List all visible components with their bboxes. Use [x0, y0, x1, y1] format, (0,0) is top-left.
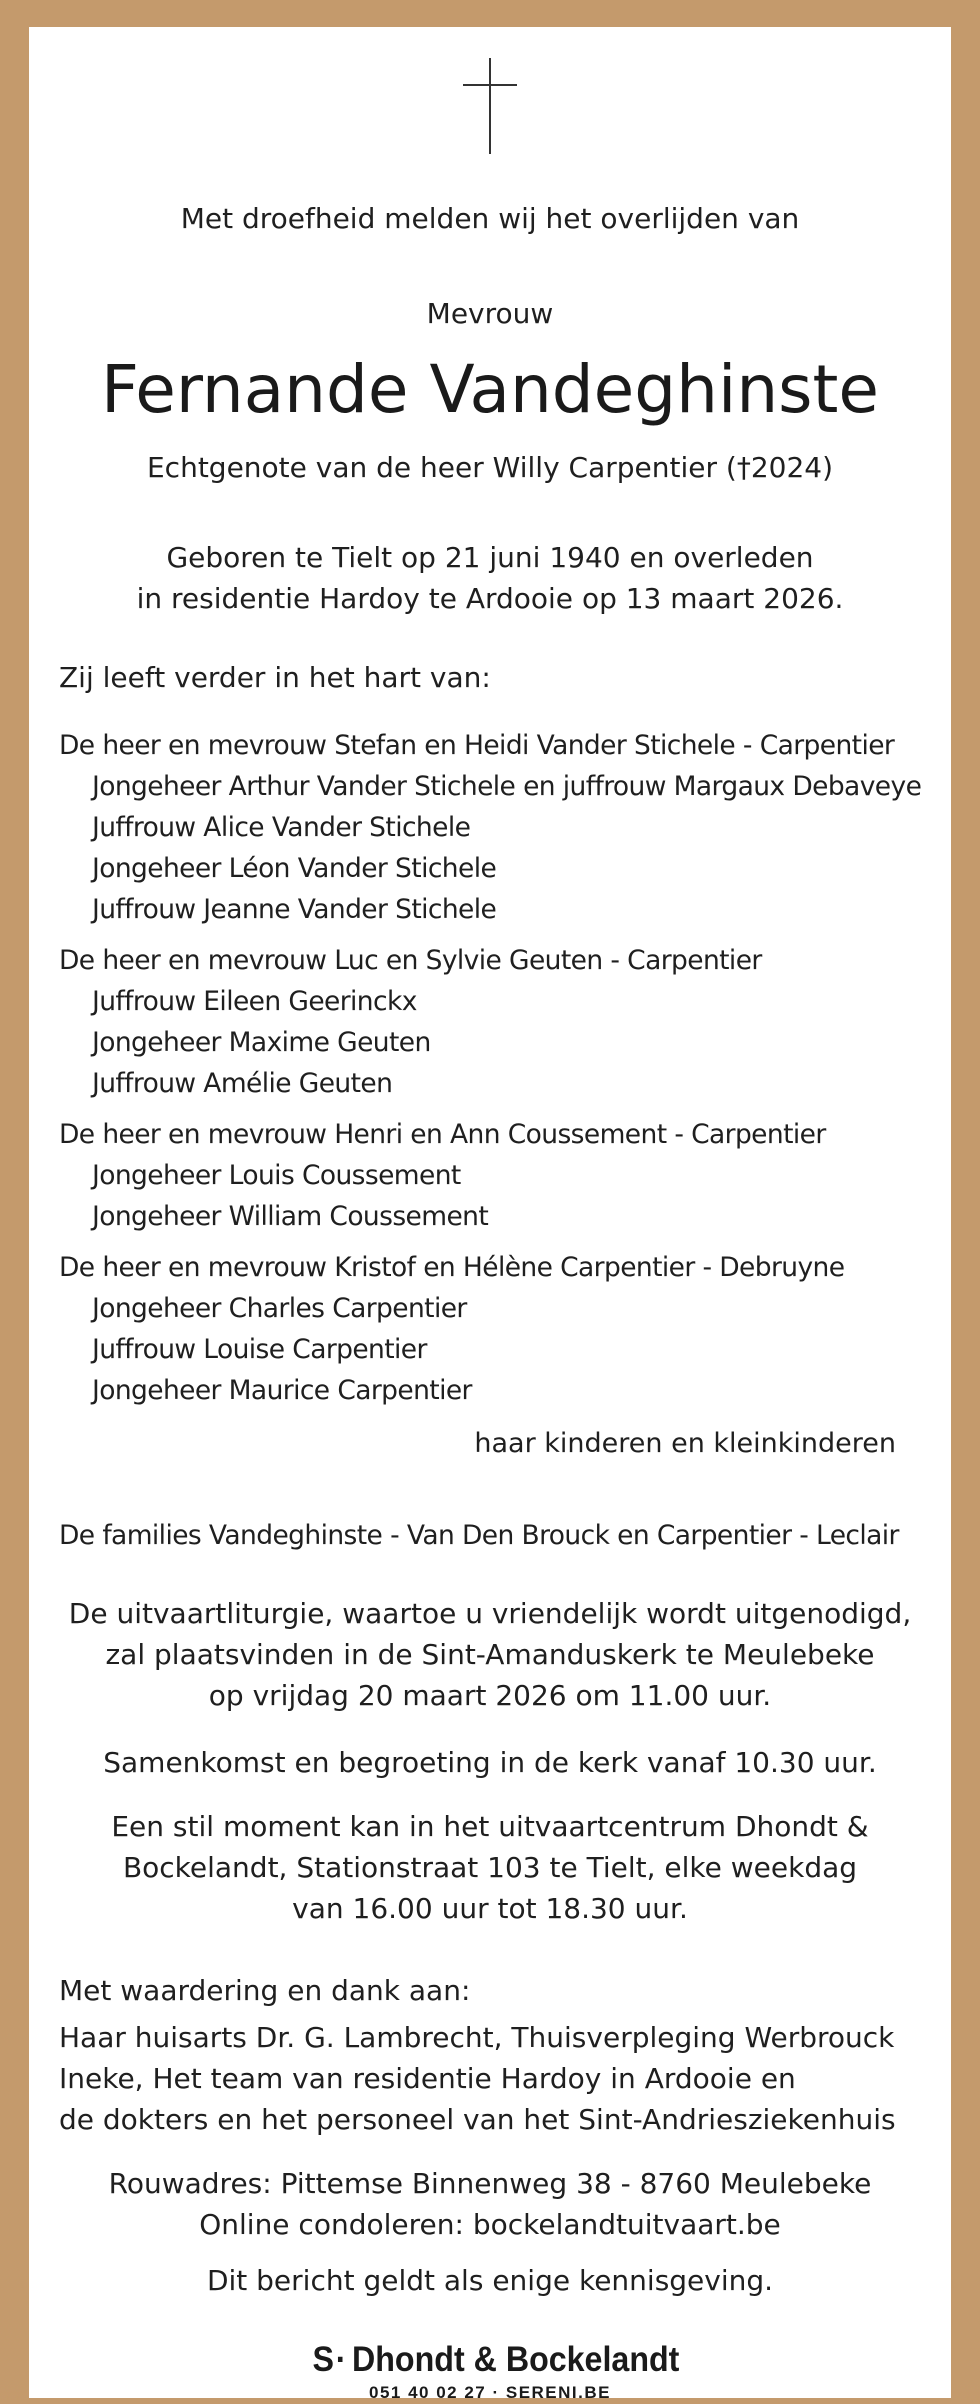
- logo-name: Dhondt & Bockelandt: [352, 2340, 680, 2379]
- birth-death-info: [29, 537, 951, 619]
- family-member: Jongeheer Léon Vander Stichele: [92, 853, 497, 884]
- family-member: Jongeheer Maxime Geuten: [92, 1027, 431, 1058]
- family-member: Jongeheer Arthur Vander Stichele en juffrouw Margaux Debaveye: [92, 771, 922, 802]
- family-member: Jongeheer Maurice Carpentier: [92, 1375, 472, 1406]
- family-member: Jongeheer Louis Coussement: [92, 1160, 461, 1191]
- thanks-heading: Met waardering en dank aan:: [59, 1974, 471, 2007]
- address-info: [29, 2163, 951, 2245]
- family-member: Jongeheer William Coussement: [92, 1201, 489, 1232]
- online-condolence: Online condoleren: bockelandtuitvaart.be: [199, 2208, 781, 2241]
- thanks-line: de dokters en het personeel van het Sint-Andriesziekenhuis: [59, 2103, 896, 2136]
- funeral-line: op vrijdag 20 maart 2026 om 11.00 uur.: [208, 1679, 772, 1712]
- obituary-card: [29, 27, 951, 2402]
- family-member: Juffrouw Eileen Geerinckx: [92, 986, 417, 1017]
- logo-s: S: [312, 2340, 334, 2379]
- mourning-address: Rouwadres: Pittemse Binnenweg 38 - 8760 Meulebeke: [108, 2167, 872, 2200]
- family-list: [59, 725, 939, 1411]
- funeral-line: De uitvaartliturgie, waartoe u vriendelijk wordt uitgenodigd,: [68, 1597, 912, 1630]
- thanks-text: [59, 2017, 896, 2140]
- deceased-name: Fernande Vandeghinste: [100, 351, 880, 428]
- died-line: in residentie Hardoy te Ardooie op 13 maart 2026.: [136, 582, 844, 615]
- family-member: Juffrouw Jeanne Vander Stichele: [92, 894, 497, 925]
- moment-line: Bockelandt, Stationstraat 103 te Tielt, elke weekdag: [122, 1851, 858, 1884]
- family-head: De heer en mevrouw Stefan en Heidi Vander Stichele - Carpentier: [59, 730, 895, 761]
- funeral-home-logo: [297, 2338, 683, 2402]
- funeral-info: [29, 1593, 951, 1716]
- honorific: Mevrouw: [426, 297, 554, 330]
- family-member: Juffrouw Louise Carpentier: [92, 1334, 427, 1365]
- intro-text: Met droefheid melden wij het overlijden van: [180, 202, 800, 235]
- family-member: Juffrouw Amélie Geuten: [92, 1068, 393, 1099]
- born-line: Geboren te Tielt op 21 juni 1940 en overleden: [166, 541, 814, 574]
- family-head: De heer en mevrouw Henri en Ann Coussement - Carpentier: [59, 1119, 826, 1150]
- notice-text: Dit bericht geldt als enige kennisgeving.: [206, 2264, 774, 2297]
- family-head: De heer en mevrouw Luc en Sylvie Geuten - Carpentier: [59, 945, 762, 976]
- moment-line: van 16.00 uur tot 18.30 uur.: [292, 1892, 688, 1925]
- thanks-line: Haar huisarts Dr. G. Lambrecht, Thuisverpleging Werbrouck: [59, 2021, 895, 2054]
- family-head: De heer en mevrouw Kristof en Hélène Carpentier - Debruyne: [59, 1252, 845, 1283]
- heart-intro: Zij leeft verder in het hart van:: [59, 661, 491, 694]
- family-member: Juffrouw Alice Vander Stichele: [92, 812, 471, 843]
- meeting-info: Samenkomst en begroeting in de kerk vanaf 10.30 uur.: [103, 1746, 877, 1779]
- logo-dot: ·: [335, 2340, 347, 2379]
- cross-icon: [463, 58, 517, 158]
- funeral-line: zal plaatsvinden in de Sint-Amanduskerk te Meulebeke: [105, 1638, 875, 1671]
- moment-line: Een stil moment kan in het uitvaartcentrum Dhondt &: [111, 1810, 869, 1843]
- thanks-line: Ineke, Het team van residentie Hardoy in Ardooie en: [59, 2062, 796, 2095]
- spouse-line: Echtgenote van de heer Willy Carpentier (†2024): [146, 451, 834, 484]
- children-label: haar kinderen en kleinkinderen: [474, 1428, 896, 1459]
- contact-line: 051 40 02 27 · SERENI.BE: [368, 2383, 611, 2402]
- family-member: Jongeheer Charles Carpentier: [92, 1293, 467, 1324]
- families-line: De families Vandeghinste - Van Den Brouck en Carpentier - Leclair: [59, 1520, 899, 1551]
- logo-wordmark: [312, 2338, 680, 2382]
- quiet-moment-info: [29, 1806, 951, 1929]
